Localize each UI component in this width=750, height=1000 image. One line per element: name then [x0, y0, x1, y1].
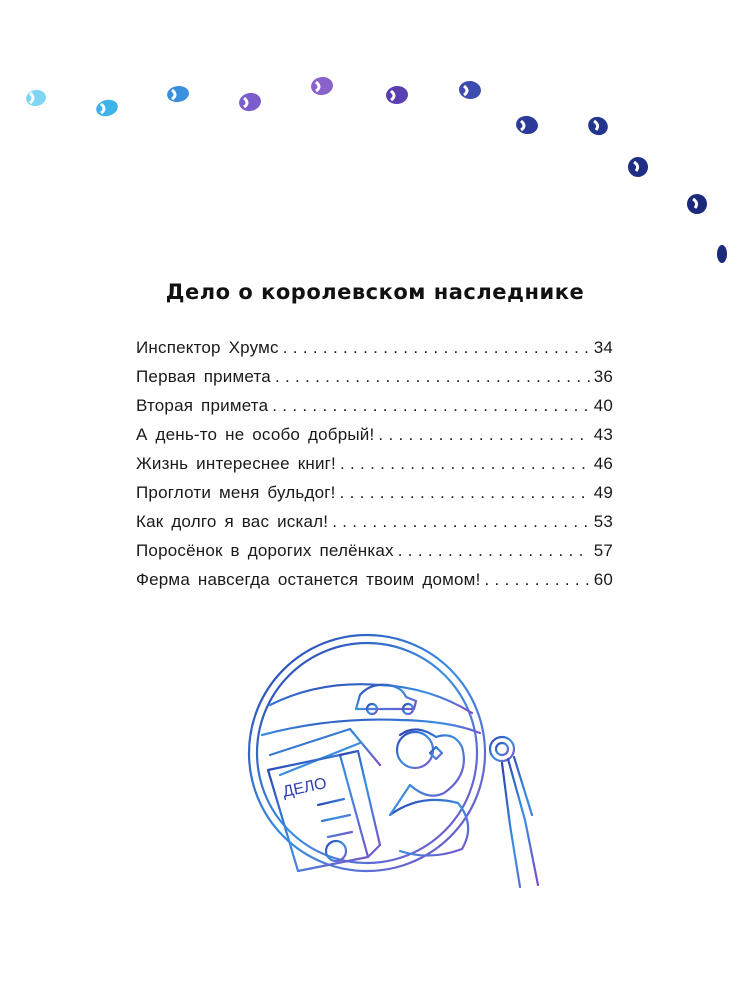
section-title: Дело о королевском наследнике — [165, 280, 585, 304]
toc-leader-dots — [485, 570, 590, 590]
toc-entry[interactable] — [136, 396, 613, 425]
toc-entry[interactable] — [136, 425, 613, 454]
toc-entry[interactable] — [136, 454, 613, 483]
toc-entry-page: 43 — [593, 425, 613, 444]
toc-entry-title: Первая примета — [136, 367, 271, 386]
toc-entry-page: 49 — [593, 483, 613, 502]
toc-leader-dots — [398, 541, 590, 561]
toc-entry[interactable] — [136, 367, 613, 396]
footprint — [717, 245, 727, 263]
toc-leader-dots — [340, 454, 590, 474]
table-of-contents — [136, 338, 613, 599]
toc-entry-title: Инспектор Хрумс — [136, 338, 279, 357]
toc-entry-title: Жизнь интереснее книг! — [136, 454, 336, 473]
magnifier-with-case-file-icon — [240, 625, 540, 915]
toc-entry-title: Проглоти меня бульдог! — [136, 483, 336, 502]
toc-leader-dots — [332, 512, 589, 532]
footprint-trail — [25, 76, 727, 263]
footprint — [166, 85, 190, 104]
footprint — [94, 97, 119, 118]
toc-entry-page: 46 — [593, 454, 613, 473]
toc-entry-page: 60 — [593, 570, 613, 589]
toc-entry-title: Как долго я вас искал! — [136, 512, 329, 531]
toc-entry-page: 34 — [593, 338, 613, 357]
footprint — [385, 85, 408, 105]
folder-label: ДЕЛО — [281, 775, 329, 801]
footprint — [310, 76, 334, 97]
footprint — [515, 114, 540, 136]
toc-entry[interactable] — [136, 512, 613, 541]
toc-entry[interactable] — [136, 541, 613, 570]
toc-entry[interactable] — [136, 570, 613, 599]
toc-entry-title: Вторая примета — [136, 396, 269, 415]
toc-entry-page: 36 — [593, 367, 613, 386]
toc-entry-title: А день-то не особо добрый! — [136, 425, 375, 444]
toc-entry[interactable] — [136, 338, 613, 367]
toc-entry-title: Поросёнок в дорогих пелёнках — [136, 541, 394, 560]
toc-entry-page: 57 — [593, 541, 613, 560]
toc-leader-dots — [340, 483, 590, 503]
toc-entry[interactable] — [136, 483, 613, 512]
toc-leader-dots — [275, 367, 590, 387]
toc-entry-title: Ферма навсегда останется твоим домом! — [136, 570, 481, 589]
toc-leader-dots — [283, 338, 590, 358]
footprint — [458, 80, 481, 100]
toc-entry-page: 40 — [593, 396, 613, 415]
footprint — [25, 88, 47, 107]
footprints-icon — [0, 0, 750, 280]
toc-leader-dots — [378, 425, 589, 445]
toc-leader-dots — [272, 396, 589, 416]
toc-entry-page: 53 — [593, 512, 613, 531]
footprint — [237, 91, 262, 113]
